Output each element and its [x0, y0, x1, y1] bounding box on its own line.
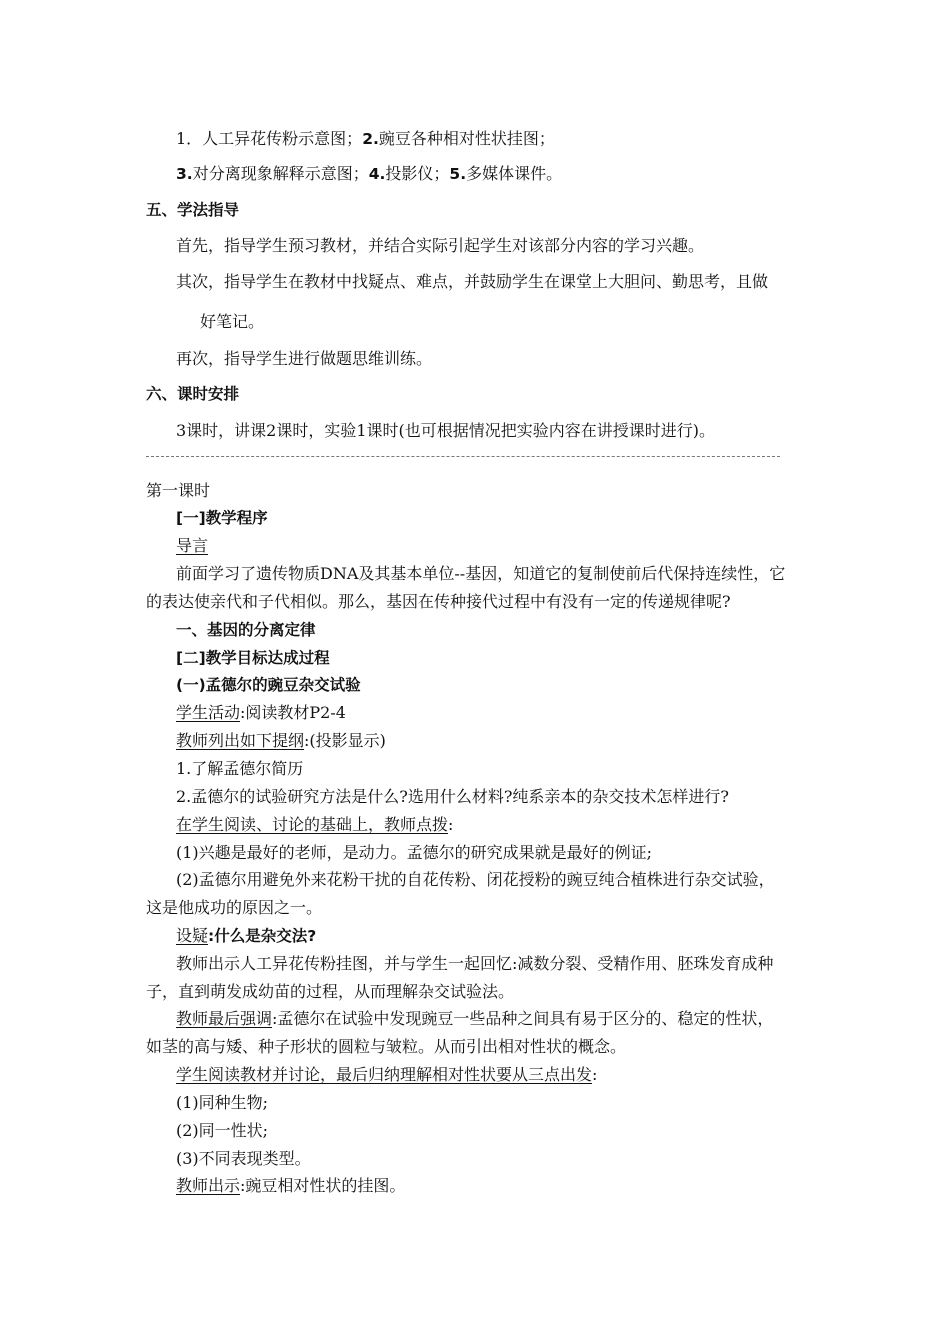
teacher-outline-text: :(投影显示) [304, 731, 386, 750]
question-text: :什么是杂交法? [208, 927, 317, 945]
intro-label: 导言 [176, 536, 209, 555]
teacher-outline-label: 教师列出如下提纲 [176, 731, 305, 750]
student-activity-text: :阅读教材P2-4 [240, 703, 346, 722]
student-activity-label: 学生活动 [176, 703, 241, 722]
mendel-experiment-heading: (一)孟德尔的豌豆杂交试验 [176, 676, 361, 694]
materials-line-1 [176, 128, 555, 150]
outline-item-2: 2.孟德尔的试验研究方法是什么?选用什么材料?纯系亲本的杂交技术怎样进行? [176, 787, 730, 806]
discussion-label: 学生阅读教材并讨论，最后归纳理解相对性状要从三点出发 [176, 1065, 593, 1084]
materials-item-3: 对分离现象解释示意图； [192, 164, 369, 183]
point-item-3: (3)不同表现类型。 [176, 1149, 311, 1168]
section-6-paragraph-1: 3课时，讲课2课时，实验1课时(也可根据情况把实验内容在讲授课时进行)。 [176, 421, 716, 440]
materials-item-2: 豌豆各种相对性状挂图； [378, 129, 555, 148]
outline-item-1: 1.了解孟德尔简历 [176, 759, 304, 778]
teacher-show-text: :豌豆相对性状的挂图。 [240, 1176, 406, 1195]
demo-paragraph-line-2: 子，直到萌发成幼苗的过程，从而理解杂交试验法。 [146, 982, 515, 1001]
guide-item-2-line-1: (2)孟德尔用避免外来花粉干扰的自花传粉、闭花授粉的豌豆纯合植株进行杂交试验， [176, 870, 775, 889]
materials-item-3-number: 3. [176, 165, 193, 183]
materials-item-1: 1．人工异花传粉示意图； [176, 129, 363, 148]
discussion-colon: : [592, 1065, 598, 1084]
section-5-heading: 五、学法指导 [146, 201, 240, 219]
section-5-paragraph-1: 首先，指导学生预习教材，并结合实际引起学生对该部分内容的学习兴趣。 [176, 236, 705, 255]
lesson-title: 第一课时 [146, 481, 211, 500]
teacher-outline-line [176, 730, 386, 752]
materials-item-4: 投影仪； [385, 164, 450, 183]
materials-item-4-number: 4. [368, 165, 386, 183]
emphasis-paragraph-line-2: 如茎的高与矮、种子形状的圆粒与皱粒。从而引出相对性状的概念。 [146, 1037, 627, 1056]
guide-item-2-line-2: 这是他成功的原因之一。 [146, 898, 323, 917]
materials-item-5-number: 5. [449, 165, 467, 183]
section-6-heading: 六、课时安排 [146, 385, 240, 403]
section-5-paragraph-2-continued: 好笔记。 [200, 312, 265, 331]
intro-paragraph-line-1: 前面学习了遗传物质DNA及其基本单位--基因，知道它的复制使前后代保持连续性，它 [176, 564, 786, 583]
point-item-1: (1)同种生物; [176, 1093, 269, 1112]
teacher-show-line [176, 1175, 405, 1197]
demo-paragraph-line-1: 教师出示人工异花传粉挂图，并与学生一起回忆:减数分裂、受精作用、胚珠发育成种 [176, 954, 774, 973]
section-5-paragraph-3: 再次，指导学生进行做题思维训练。 [176, 349, 433, 368]
intro-paragraph-line-2: 的表达使亲代和子代相似。那么，基因在传种接代过程中有没有一定的传递规律呢? [146, 592, 731, 611]
teacher-show-label: 教师出示 [176, 1176, 241, 1195]
point-item-2: (2)同一性状; [176, 1121, 269, 1140]
dashed-separator [146, 456, 780, 457]
procedure-heading: [一]教学程序 [176, 509, 268, 527]
section-5-paragraph-2: 其次，指导学生在教材中找疑点、难点，并鼓励学生在课堂上大胆问、勤思考，且做 [176, 272, 769, 291]
teacher-guide-line [176, 814, 453, 836]
guide-item-1: (1)兴趣是最好的老师，是动力。孟德尔的研究成果就是最好的例证; [176, 843, 653, 862]
materials-item-2-number: 2. [362, 130, 379, 148]
question-label: 设疑 [176, 926, 209, 945]
student-activity-line [176, 702, 346, 724]
teacher-guide-label: 在学生阅读、讨论的基础上，教师点拨 [176, 815, 449, 834]
question-line [176, 925, 316, 947]
separation-law-heading: 一、基因的分离定律 [176, 621, 316, 639]
discussion-line [176, 1064, 597, 1086]
goals-heading: [二]教学目标达成过程 [176, 649, 330, 667]
teacher-guide-colon: : [448, 815, 454, 834]
emphasis-text: :孟德尔在试验中发现豌豆一些品种之间具有易于区分的、稳定的性状， [272, 1009, 774, 1028]
emphasis-line [176, 1008, 773, 1030]
emphasis-label: 教师最后强调 [176, 1009, 273, 1028]
materials-item-5: 多媒体课件。 [466, 164, 563, 183]
materials-line-2 [176, 163, 562, 185]
